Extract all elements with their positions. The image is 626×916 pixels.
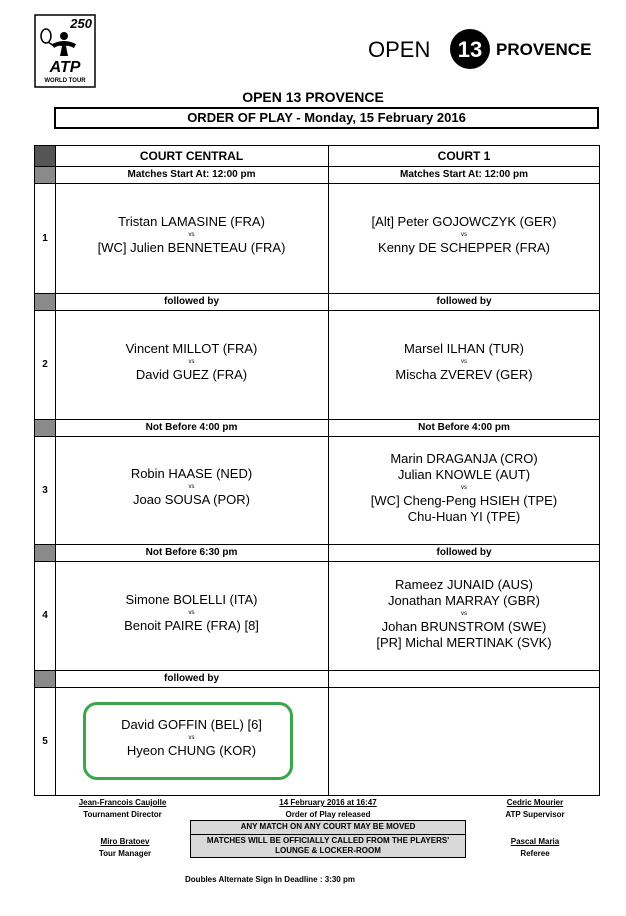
release-time: 14 February 2016 at 16:47 (279, 798, 377, 807)
match-central-2 (55, 341, 328, 383)
vs-label: vs (461, 359, 467, 365)
separator-central: followed by (164, 296, 219, 307)
player-name: Marin DRAGANJA (CRO) (390, 451, 538, 466)
match-central-1 (55, 214, 328, 256)
release-block (228, 797, 428, 821)
row-divider (35, 166, 599, 167)
open13-provence-logo (368, 24, 600, 74)
corner-cell (35, 146, 55, 166)
row-number: 4 (42, 610, 48, 621)
row-divider (35, 687, 599, 688)
row-number: 1 (42, 233, 48, 244)
row-divider (35, 436, 599, 437)
row-divider (35, 670, 599, 671)
referee-block (480, 836, 590, 860)
supervisor-name: Cedric Mourier (506, 798, 564, 807)
row-sep-cell (35, 671, 55, 687)
notice-box (190, 820, 466, 858)
row-divider (35, 419, 599, 420)
logo-provence: PROVENCE (496, 40, 592, 59)
notice-line-2a: MATCHES WILL BE OFFICIALLY CALLED FROM THE PLAYERS' (206, 836, 450, 845)
player-name: Rameez JUNAID (AUS) (395, 577, 533, 592)
player-name: Johan BRUNSTROM (SWE) (381, 619, 547, 634)
order-of-play-heading: ORDER OF PLAY - Monday, 15 February 2016 (54, 107, 599, 129)
separator-court1: followed by (436, 547, 492, 558)
player-name: Simone BOLELLI (ITA) (125, 592, 258, 607)
row-number: 2 (42, 359, 48, 370)
match-central-4 (55, 592, 328, 634)
row-divider (35, 561, 599, 562)
separator-central: Not Before 6:30 pm (145, 547, 238, 558)
supervisor-block (480, 797, 590, 821)
player-name: Chu-Huan YI (TPE) (407, 509, 521, 524)
start-label-central: Matches Start At: 12:00 pm (127, 169, 256, 180)
player-name: Kenny DE SCHEPPER (FRA) (378, 240, 550, 255)
vs-label: vs (188, 610, 195, 616)
row-sep-cell (35, 420, 55, 436)
vs-label: vs (188, 359, 195, 365)
match-central-3 (55, 466, 328, 508)
manager-role: Tour Manager (98, 849, 152, 858)
atp-250-logo (34, 14, 96, 88)
vs-label: vs (461, 232, 467, 238)
start-label-court1: Matches Start At: 12:00 pm (400, 169, 528, 180)
order-of-play-table (34, 145, 600, 796)
referee-name: Pascal Maria (510, 837, 560, 846)
player-name: Julian KNOWLE (AUT) (397, 467, 531, 482)
director-block (40, 797, 205, 821)
player-name: [WC] Julien BENNETEAU (FRA) (97, 240, 286, 255)
logo-open: OPEN (368, 37, 431, 62)
row-divider (35, 183, 599, 184)
logo-13: 13 (457, 37, 483, 62)
match-court1-3 (329, 451, 599, 525)
row-sep-cell (35, 294, 55, 310)
match-court1-4 (329, 577, 599, 651)
manager-block (60, 836, 190, 860)
player-name: Marsel ILHAN (TUR) (404, 341, 524, 356)
separator-central: followed by (164, 673, 219, 684)
player-name: [WC] Cheng-Peng HSIEH (TPE) (370, 493, 558, 508)
player-name: Hyeon CHUNG (KOR) (126, 743, 257, 758)
notice-line-2 (191, 836, 465, 856)
player-name: Jonathan MARRAY (GBR) (388, 593, 540, 608)
row-number: 5 (42, 736, 48, 747)
player-name: Tristan LAMASINE (FRA) (118, 214, 265, 229)
row-sep-cell (35, 167, 55, 183)
player-name: Mischa ZVEREV (GER) (395, 367, 533, 382)
notice-line-1: ANY MATCH ON ANY COURT MAY BE MOVED (191, 822, 465, 835)
match-court1-1 (329, 214, 599, 256)
player-name: Vincent MILLOT (FRA) (125, 341, 258, 356)
player-name: David GOFFIN (BEL) [6] (121, 717, 262, 732)
vs-label: vs (188, 735, 195, 741)
atp-sub: WORLD TOUR (44, 78, 86, 84)
row-divider (35, 544, 599, 545)
separator-central: Not Before 4:00 pm (145, 422, 238, 433)
atp-number: 250 (70, 16, 92, 31)
manager-name: Miro Bratoev (100, 837, 150, 846)
row-divider (35, 293, 599, 294)
director-role: Tournament Director (83, 810, 162, 819)
row-number: 3 (42, 485, 48, 496)
player-name: Joao SOUSA (POR) (132, 492, 251, 507)
highlight-box (83, 702, 293, 780)
row-divider (35, 310, 599, 311)
court-central-header: COURT CENTRAL (139, 149, 244, 163)
match-court1-2 (329, 341, 599, 383)
player-name: Robin HAASE (NED) (130, 466, 253, 481)
vs-label: vs (461, 485, 467, 491)
atp-text: ATP (49, 59, 81, 76)
director-name: Jean-Francois Caujolle (78, 798, 167, 807)
vs-label: vs (188, 232, 195, 238)
doubles-deadline: Doubles Alternate Sign In Deadline : 3:30 pm (185, 875, 355, 884)
court-1-header: COURT 1 (437, 149, 491, 163)
player-name: Benoit PAIRE (FRA) [8] (124, 618, 259, 633)
row-sep-cell (35, 545, 55, 561)
notice-line-2b: LOUNGE & LOCKER-ROOM (275, 846, 381, 855)
player-name: [Alt] Peter GOJOWCZYK (GER) (371, 214, 557, 229)
vs-label: vs (188, 484, 195, 490)
player-name: [PR] Michal MERTINAK (SVK) (376, 635, 552, 650)
vs-label: vs (461, 611, 467, 617)
separator-court1: followed by (436, 296, 492, 307)
release-label: Order of Play released (285, 810, 371, 819)
separator-court1: Not Before 4:00 pm (418, 422, 510, 433)
player-name: David GUEZ (FRA) (135, 367, 248, 382)
page-title: OPEN 13 PROVENCE (242, 89, 384, 105)
supervisor-role: ATP Supervisor (505, 810, 565, 819)
referee-role: Referee (520, 849, 550, 858)
